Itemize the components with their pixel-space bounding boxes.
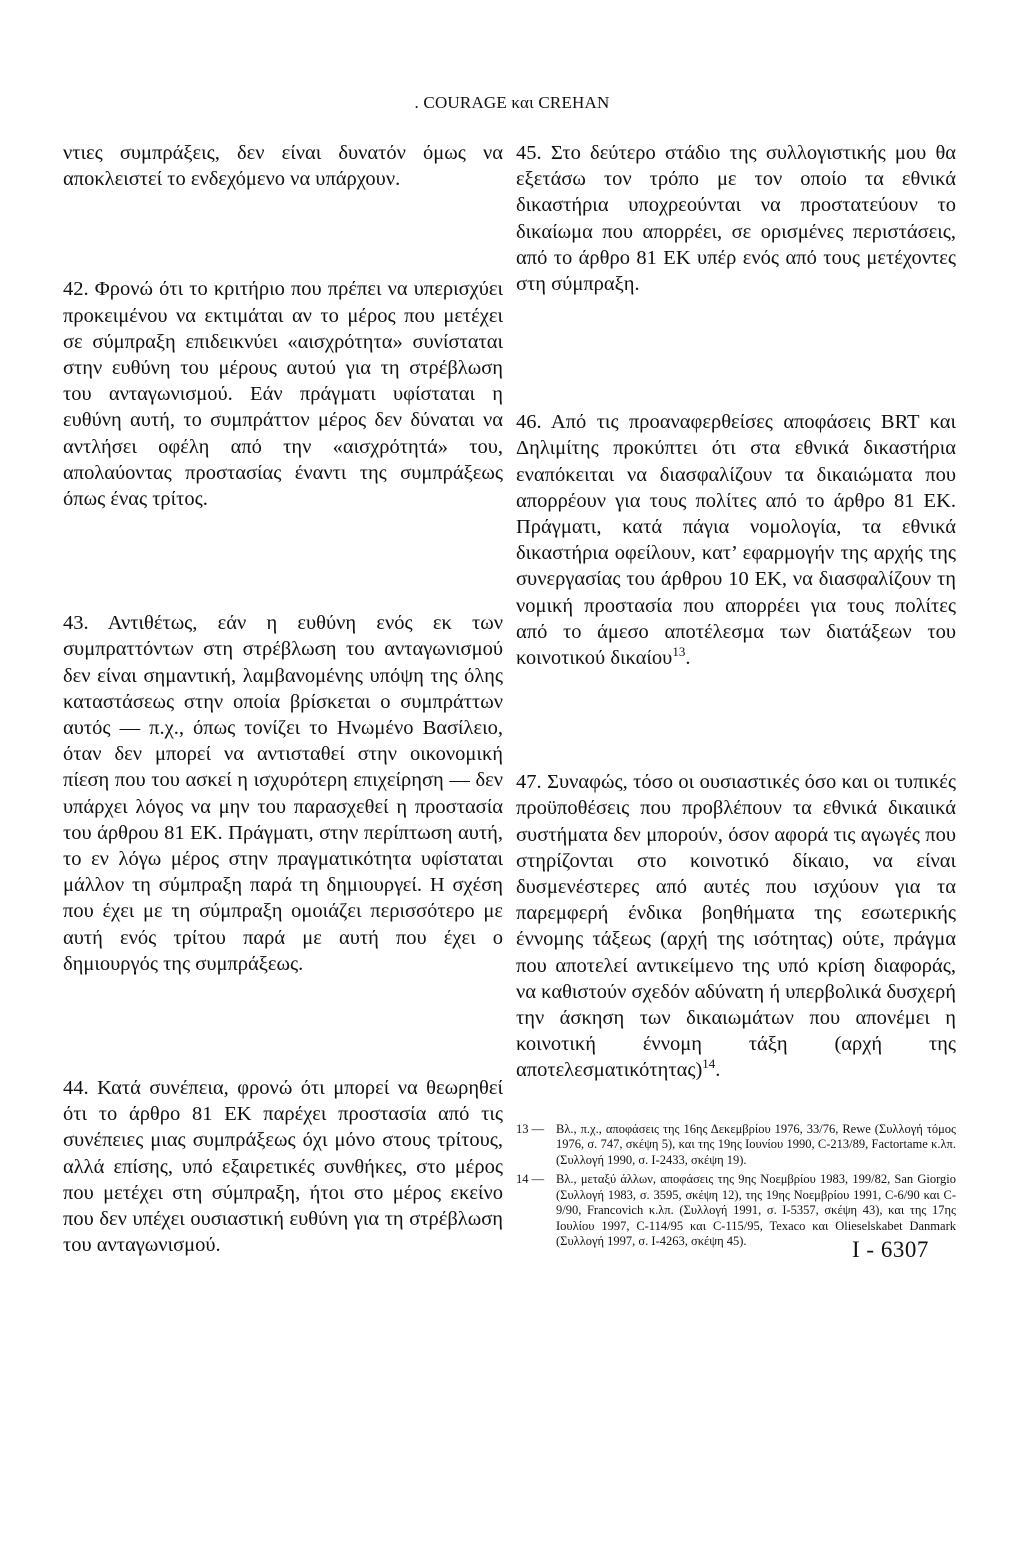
footnote-number: 14 — [516, 1172, 545, 1187]
paragraph-number: 46. [516, 411, 542, 434]
paragraph-end: . [715, 1059, 721, 1082]
footnote-ref-13: 13 [672, 644, 686, 660]
paragraph-47 [516, 769, 956, 1083]
footnote-ref-14: 14 [702, 1056, 716, 1072]
running-header: . COURAGE και CREHAN [414, 93, 610, 112]
footnote-text: Βλ., μεταξύ άλλων, αποφάσεις της 9ης Νοεμβρίου 1983, 199/82, San Giorgio (Συλλογή 1983, σ. 3595, σκέψη 12), της 19ης Νοεμβρίου 1991, C-6/90 και C-9/90, Francovich κ.λπ. (Συλλογή 1991, σ. I-5357, σκέψη 43), και της 17ης Ιουλίου 1997, C-114/95 και C-115/95, Texaco και Olieselskabet Danmark (Συλλογή 1997, σ. I-4263, σκέψη 45). [556, 1172, 956, 1249]
paragraph-text: Αντιθέτως, εάν η ευθύνη ενός εκ των συμπραττόντων στη στρέβλωση του ανταγωνισμού δεν είναι σημαντική, λαμβανομένης υπόψη της όλης καταστάσεως στην οποία βρίσκεται ο συμπράττων αυτός — π.χ., όπως τονίζει το Ηνωμένο Βασίλειο, όταν δεν μπορεί να αντισταθεί στην οικονομική πίεση που του ασκεί η ισχυρότερη επιχείρηση — δεν υπάρχει λόγος να μην του παρασχεθεί η προστασία του άρθρου 81 ΕΚ. Πράγματι, στην περίπτωση αυτή, το εν λόγω μέρος στην πραγματικότητα υφίσταται μάλλον τη σύμπραξη παρά τη δημιουργεί. Η σχέση που έχει με τη σύμπραξη ομοιάζει περισσότερο με αυτή ενός τρίτου παρά με αυτή που έχει ο δημιουργός της συμπράξεως. [63, 612, 503, 975]
paragraph-number: 43. [63, 612, 89, 635]
paragraph-45 [516, 140, 956, 297]
paragraph-text: Κατά συνέπεια, φρονώ ότι μπορεί να θεωρηθεί ότι το άρθρο 81 ΕΚ παρέχει προστασία από τις συνέπειες μιας συμπράξεως όχι μόνο στους τρίτους, αλλά επίσης, υπό εξαιρετικές συνθήκες, στο μέρος που μετέχει στη σύμπραξη, ήτοι στο μέρος εκείνο που δεν υπέχει ουσιαστική ευθύνη για τη στρέβλωση του ανταγωνισμού. [63, 1077, 504, 1257]
paragraph-text: Συναφώς, τόσο οι ουσιαστικές όσο και οι τυπικές προϋποθέσεις που προβλέπουν τα εθνικά δικαιικά συστήματα δεν μπορούν, όσον αφορά τις αγωγές που στηρίζονται στο κοινοτικό δίκαιο, να είναι δυσμενέστερες από αυτές που ισχύουν για τα παρεμφερή ένδικα βοηθήματα της εσωτερικής έννομης τάξεως (αρχή της ισότητας) ούτε, πράγμα που αποτελεί αντικείμενο της υπό κρίση διαφοράς, να καθιστούν σχεδόν αδύνατη ή υπερβολικά δυσχερή την άσκηση των δικαιωμάτων που απονέμει η κοινοτική έννομη τάξη (αρχή της αποτελεσματικότητας) [516, 771, 957, 1082]
paragraph-number: 44. [63, 1077, 89, 1100]
continuation-text: ντιες συμπράξεις, δεν είναι δυνατόν όμως να αποκλειστεί το ενδεχόμενο να υπάρχουν. [63, 142, 503, 191]
page-number: I - 6307 [852, 1237, 929, 1262]
footnote-number: 13 — [516, 1121, 545, 1136]
footnote-text: Βλ., π.χ., αποφάσεις της 16ης Δεκεμβρίου 1976, 33/76, Rewe (Συλλογή τόμος 1976, σ. 747, σκέψη 5), και της 19ης Ιουνίου 1990, C-213/89, Factortame κ.λπ. (Συλλογή 1990, σ. I-2433, σκέψη 19). [556, 1121, 956, 1167]
paragraph-44 [63, 1075, 503, 1258]
left-column [63, 140, 503, 1259]
paragraph-text: Στο δεύτερο στάδιο της συλλογιστικής μου θα εξετάσω τον τρόπο με τον οποίο τα εθνικά δικαστήρια υποχρεούνται να προστατεύουν το δικαίωμα που απορρέει, σε ορισμένες περιστάσεις, από το άρθρο 81 ΕΚ υπέρ ενός από τους μετέχοντες στη σύμπραξη. [516, 142, 957, 296]
paragraph-46 [516, 409, 956, 671]
footnote-13 [516, 1122, 956, 1169]
right-column [516, 140, 956, 1254]
footnotes [516, 1122, 956, 1250]
paragraph-42 [63, 276, 503, 512]
paragraph-number: 42. [63, 278, 89, 301]
paragraph-text: Από τις προαναφερθείσες αποφάσεις BRT και Δηλιμίτης προκύπτει ότι στα εθνικά δικαστήρια εναπόκειται να διασφαλίζουν τα δικαιώματα που απορρέουν για τους πολίτες από το άρθρο 81 ΕΚ. Πράγματι, κατά πάγια νομολογία, τα εθνικά δικαστήρια οφείλουν, κατ’ εφαρμογήν της αρχής της συνεργασίας του άρθρου 10 ΕΚ, να διασφαλίζουν τη νομική προστασία που απορρέει για τους πολίτες από το άμεσο αποτέλεσμα των διατάξεων του κοινοτικού δικαίου [516, 411, 956, 670]
paragraph-end: . [685, 647, 691, 670]
paragraph-text: Φρονώ ότι το κριτήριο που πρέπει να υπερισχύει προκειμένου να εκτιμάται αν το μέρος που μετέχει σε σύμπραξη επιδεικνύει «αισχρότητα» συνίσταται στην ευθύνη του μέρους αυτού για τη στρέβλωση του ανταγωνισμού. Εάν πράγματι υφίσταται η ευθύνη αυτή, το συμπράττον μέρος δεν δύναται να αντλήσει οφέλη από την «αισχρότητά» του, απολαύοντας προστασίας έναντι της συμπράξεως όπως ένας τρίτος. [63, 278, 504, 511]
paragraph-43 [63, 610, 503, 977]
paragraph-number: 47. [516, 771, 542, 794]
paragraph-number: 45. [516, 142, 542, 164]
